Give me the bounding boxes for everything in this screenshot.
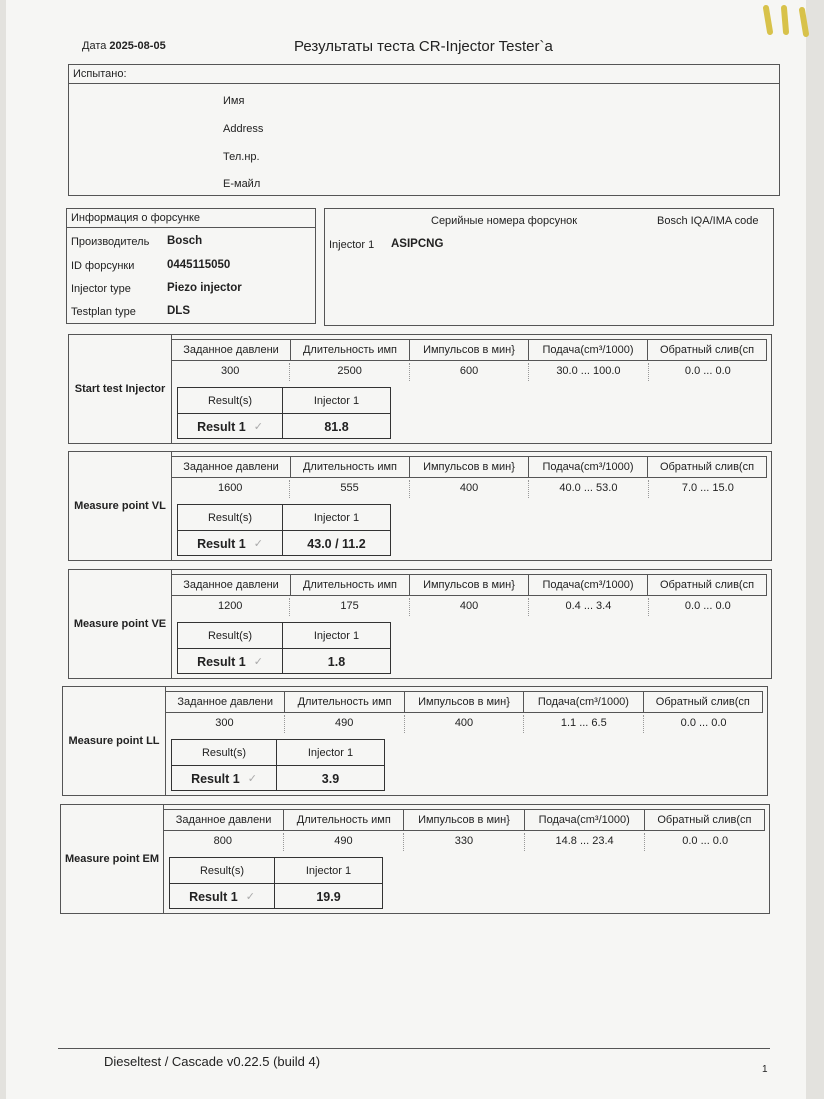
name-field: Имя — [223, 95, 245, 107]
result-table — [177, 387, 391, 439]
param-header: Подача(cm³/1000) — [529, 340, 648, 360]
param-header-row — [171, 339, 767, 361]
check-icon: ✓ — [245, 891, 255, 903]
param-header-row — [165, 691, 763, 713]
injector-serial-label: Injector 1 — [329, 239, 375, 251]
test-name: Measure point EM — [61, 805, 164, 913]
result-col-injector: Injector 1 — [313, 629, 360, 642]
param-header: Подача(cm³/1000) — [525, 810, 645, 830]
injector-info-title: Информация о форсунке — [67, 209, 315, 228]
param-header: Подача(cm³/1000) — [529, 575, 648, 595]
test-block — [68, 334, 772, 444]
param-header: Длительность имп — [285, 692, 404, 712]
param-value-row — [171, 363, 767, 381]
date-label: Дата — [82, 40, 107, 52]
check-icon: ✓ — [247, 773, 257, 785]
result-value: 3.9 — [321, 771, 340, 786]
result-header-row — [170, 858, 382, 883]
result-label-cell — [172, 766, 277, 791]
test-block — [62, 686, 768, 796]
phone-field: Тел.нр. — [223, 151, 260, 163]
result-table — [177, 504, 391, 556]
result-col-injector: Injector 1 — [313, 394, 360, 407]
result-label: Result 1 — [191, 771, 240, 786]
param-header-row — [163, 809, 765, 831]
param-value: 0.0 ... 0.0 — [684, 600, 731, 612]
result-table — [177, 622, 391, 674]
param-value: 7.0 ... 15.0 — [681, 482, 734, 494]
param-header: Подача(cm³/1000) — [524, 692, 643, 712]
result-label: Result 1 — [197, 419, 246, 434]
param-header: Обратный слив(сп — [644, 692, 763, 712]
result-value: 81.8 — [324, 419, 349, 434]
test-block — [68, 451, 772, 561]
param-value: 2500 — [290, 363, 409, 381]
param-header: Длительность имп — [291, 457, 410, 477]
software-version: Dieseltest / Cascade v0.22.5 (build 4) — [104, 1054, 321, 1069]
param-header: Заданное давлени — [172, 340, 291, 360]
param-value: 800 — [163, 833, 284, 851]
injector-type-label: Injector type — [71, 283, 131, 295]
param-header: Заданное давлени — [172, 457, 291, 477]
param-value: 300 — [171, 363, 290, 381]
param-value: 400 — [410, 598, 529, 616]
result-col-label: Result(s) — [178, 505, 283, 530]
report-date — [82, 40, 166, 52]
result-row — [170, 883, 382, 909]
param-value: 300 — [165, 715, 285, 733]
result-label-cell — [178, 531, 283, 556]
param-header: Длительность имп — [291, 575, 410, 595]
result-table — [169, 857, 383, 909]
param-value: 490 — [285, 715, 405, 733]
result-col-injector: Injector 1 — [313, 511, 360, 524]
result-label: Result 1 — [189, 889, 238, 904]
page-title: Результаты теста CR-Injector Tester`a — [294, 38, 553, 55]
injector-type-value: Piezo injector — [167, 282, 242, 294]
check-icon: ✓ — [253, 421, 263, 433]
injector-id-value: 0445115050 — [167, 259, 231, 271]
test-name: Measure point VL — [69, 452, 172, 560]
param-value-row — [163, 833, 765, 851]
result-row — [178, 530, 390, 556]
param-value: 30.0 ... 100.0 — [529, 363, 648, 381]
param-value: 1200 — [171, 598, 290, 616]
tested-title: Испытано: — [69, 65, 779, 84]
check-icon: ✓ — [253, 656, 263, 668]
param-value-row — [165, 715, 763, 733]
test-block — [60, 804, 770, 914]
result-table — [171, 739, 385, 791]
manufacturer-value: Bosch — [167, 235, 203, 247]
result-label-cell — [178, 649, 283, 674]
result-label-cell — [178, 414, 283, 439]
test-name: Start test Injector — [69, 335, 172, 443]
check-icon: ✓ — [253, 538, 263, 550]
testplan-type-value: DLS — [167, 305, 190, 317]
result-col-label: Result(s) — [172, 740, 277, 765]
param-value: 0.4 ... 3.4 — [529, 598, 648, 616]
footer-divider — [58, 1048, 770, 1049]
test-name: Measure point LL — [63, 687, 166, 795]
param-value: 330 — [404, 833, 525, 851]
param-header-row — [171, 574, 767, 596]
param-value-row — [171, 598, 767, 616]
iqa-code-title: Bosch IQA/IMA code — [657, 215, 759, 227]
result-row — [178, 648, 390, 674]
result-header-row — [178, 623, 390, 648]
result-header-row — [172, 740, 384, 765]
email-field: E-майл — [223, 178, 261, 190]
injector-info-section — [66, 208, 316, 324]
result-col-label: Result(s) — [170, 858, 275, 883]
param-header: Обратный слив(сп — [648, 457, 767, 477]
manufacturer-label: Производитель — [71, 236, 150, 248]
param-value: 400 — [405, 715, 525, 733]
result-value: 43.0 / 11.2 — [307, 536, 366, 551]
test-name: Measure point VE — [69, 570, 172, 678]
param-header: Заданное давлени — [164, 810, 284, 830]
param-value: 400 — [410, 480, 529, 498]
param-header: Обратный слив(сп — [645, 810, 765, 830]
result-col-injector: Injector 1 — [307, 746, 354, 759]
test-block — [68, 569, 772, 679]
param-header-row — [171, 456, 767, 478]
result-col-label: Result(s) — [178, 388, 283, 413]
serials-title: Серийные номера форсунок — [431, 215, 578, 227]
tested-section — [68, 64, 780, 196]
param-value: 40.0 ... 53.0 — [529, 480, 648, 498]
param-value: 0.0 ... 0.0 — [682, 835, 729, 847]
result-label-cell — [170, 884, 275, 909]
param-header: Импульсов в мин} — [410, 457, 529, 477]
param-header: Импульсов в мин} — [404, 810, 524, 830]
page-number: 1 — [762, 1064, 768, 1075]
injector-id-label: ID форсунки — [71, 260, 135, 272]
param-value: 490 — [284, 833, 405, 851]
result-label: Result 1 — [197, 536, 246, 551]
result-value: 1.8 — [327, 654, 346, 669]
date-value: 2025-08-05 — [109, 40, 166, 52]
result-row — [172, 765, 384, 791]
injector-serial-value: ASIPCNG — [391, 238, 444, 250]
param-value: 0.0 ... 0.0 — [680, 717, 727, 729]
param-header: Импульсов в мин} — [410, 575, 529, 595]
param-header: Заданное давлени — [166, 692, 285, 712]
param-value: 14.8 ... 23.4 — [525, 833, 646, 851]
param-header: Обратный слив(сп — [648, 340, 767, 360]
param-header: Длительность имп — [284, 810, 404, 830]
result-row — [178, 413, 390, 439]
report-page — [6, 0, 806, 1099]
pen-marks-icon — [758, 2, 816, 38]
param-value: 0.0 ... 0.0 — [684, 365, 731, 377]
param-value: 175 — [290, 598, 409, 616]
param-value: 600 — [410, 363, 529, 381]
result-header-row — [178, 388, 390, 413]
result-col-label: Result(s) — [178, 623, 283, 648]
result-col-injector: Injector 1 — [305, 864, 352, 877]
param-value-row — [171, 480, 767, 498]
result-label: Result 1 — [197, 654, 246, 669]
result-header-row — [178, 505, 390, 530]
param-value: 1600 — [171, 480, 290, 498]
param-header: Импульсов в мин} — [405, 692, 524, 712]
testplan-type-label: Testplan type — [71, 306, 136, 318]
param-header: Импульсов в мин} — [410, 340, 529, 360]
address-field: Address — [223, 123, 264, 135]
param-header: Заданное давлени — [172, 575, 291, 595]
param-value: 1.1 ... 6.5 — [524, 715, 644, 733]
result-value: 19.9 — [316, 889, 341, 904]
param-header: Обратный слив(сп — [648, 575, 767, 595]
param-value: 555 — [290, 480, 409, 498]
param-header: Длительность имп — [291, 340, 410, 360]
param-header: Подача(cm³/1000) — [529, 457, 648, 477]
serials-section — [324, 208, 774, 326]
